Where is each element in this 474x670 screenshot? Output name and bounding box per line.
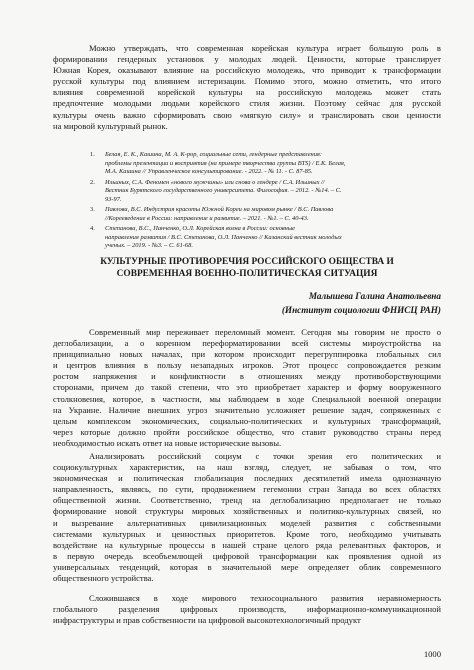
text-line: в первую очередь всеобъемлющей цифровой трансформации как проявления одной из: [53, 550, 441, 561]
text-line: на мировой культурный рынок.: [53, 120, 168, 131]
text-line: общественной жизни. Соответственно, тренд на деглобализацию предполагает не только: [53, 495, 441, 506]
text-line: русской культуры под влиянием истеризации. Помимо этого, можно отметить, что итого: [53, 76, 441, 87]
page-number: 1000: [423, 649, 441, 659]
reference-number: 3.: [90, 206, 95, 213]
reference-item: [90, 206, 441, 223]
text-line: и центров влияния в пользу незападных игроков. Этот процесс сопровождается резким: [53, 360, 441, 371]
text-line: Сложившаяся в ходе мирового техносоциального развития неравномерность: [89, 593, 441, 603]
intro-paragraph: [53, 43, 441, 132]
reference-text: Ильиных, С.А. Феномен «нового мужчины» или снова о гендере / С.А. Ильиных //: [105, 178, 325, 186]
text-line: предпочтение молодыми людьми корейского стиля жизни. Поэтому сейчас для русской: [53, 98, 441, 109]
text-line: сторонами, причем до такой степени, что это приобретает характер и форму вооруженного: [53, 382, 441, 393]
text-line: экономическая и политическая глобализация последних десятилетий имела однозначную: [53, 473, 441, 484]
text-line: Анализировать российский социум с точки зрения его политических и: [89, 451, 441, 461]
text-line: столкновения, которое, в частности, мы наблюдаем в ходе Специальной военной операции: [53, 393, 441, 404]
text-line: и вызревание альтернативных цивилизационных моделей развития с собственными: [53, 517, 441, 528]
text-line: социокультурных характеристик, на наш взгляд, следует, не забывая о том, что: [53, 462, 441, 473]
article-title-line: КУЛЬТУРНЫЕ ПРОТИВОРЕЧИЯ РОССИЙСКОГО ОБЩЕСТВА И: [100, 257, 394, 267]
reference-text: Степанова, В.С., Панченко, О.Л. Корейская волна в России: основные: [105, 224, 296, 232]
article-title-line: СОВРЕМЕННАЯ ВОЕННО-ПОЛИТИЧЕСКАЯ СИТУАЦИЯ: [116, 269, 378, 279]
text-line: системами культурных и ценностных приоритетов. Кроме того, необходимо учитывать: [53, 528, 441, 539]
body-paragraph: [53, 593, 441, 626]
body-paragraph: [53, 451, 441, 584]
text-line: воздействие на культурные процессы в нашей стране целого ряда релевантных факторов, и: [53, 539, 441, 550]
text-line: ростом напряжения и конфликтности в отношениях между противоборствующими: [53, 371, 441, 382]
reference-number: 2.: [90, 178, 95, 186]
text-line: формировании гендерных установок у молодых людей. Ценности, которые транслирует: [53, 54, 441, 65]
reference-item: [90, 224, 441, 251]
author-name: Малышева Галина Анатольевна: [308, 291, 441, 301]
text-line: на Украине. Наличие внешних угроз значительно усложняет решение задач, сопряженных с: [53, 404, 441, 415]
references-list: [90, 151, 441, 252]
text-line: необходимостью искать ответ на новые исторические вызовы.: [53, 437, 282, 448]
reference-item: [90, 178, 441, 205]
reference-text: Белая, Е. К., Кашина, М. А. К-рор, социальные сети, гендерные представления:: [105, 151, 323, 158]
text-line: через которые должно пройти российское общество, что ставит руководство страны перед: [53, 426, 441, 437]
text-line: принципиально новых началах, при котором происходит перегруппировка глобальных сил: [53, 349, 441, 360]
reference-text: Павлова, В.С. Индустрия красоты Южной Кореи на мировом рынке / В.С. Павлова: [105, 206, 334, 213]
text-line: культуры очень важно сформировать свою «мягкую силу» и транслировать свои ценности: [53, 109, 441, 120]
reference-text: проблемы презентации и восприятия (на примере творчества группы BTS) / Е.К. Белая,: [105, 159, 346, 167]
reference-text: 93-97.: [105, 195, 122, 203]
reference-text: М.А. Кашина // Управленческое консультирование. - 2022. - № 11. - С. 87-85.: [105, 168, 313, 176]
text-line: общественного устройства.: [53, 573, 154, 584]
text-line: формирование новой структуры мировых хозяйственных и политико-культурных связей, но: [53, 506, 441, 517]
reference-text: //Корееведение в России: направление и развитие. – 2021. - №1. – С. 40-43.: [105, 214, 309, 222]
article-title: [53, 256, 441, 280]
text-line: направленность, являясь, по сути, продвижением гегемонии стран Запада во всех областях: [53, 484, 441, 495]
text-line: Современный мир переживает переломный момент. Сегодня мы говорим не просто о: [89, 327, 441, 337]
text-line: глобального разделения цифровых производств, информационно-коммуникационной: [53, 604, 441, 615]
text-line: универсальных тенденций, которая в значительной мере определяет облик современного: [53, 561, 441, 572]
reference-text: ученых. – 2019. - №3. – С. 61-68.: [105, 242, 193, 250]
text-line: деглобализации, а о коренном переформатировании всей системы мироустройства на: [53, 338, 441, 349]
reference-text: направления развития / В.С. Степанова, О.Л. Панченко // Казанский вестник молодых: [105, 233, 342, 241]
reference-number: 1.: [90, 151, 95, 158]
author-affiliation: (Институт социологии ФНИСЦ РАН): [281, 305, 441, 315]
text-line: влияния современной корейской культуры на российскую молодежь может стать: [53, 87, 441, 98]
text-line: Можно утверждать, что современная корейская культура играет большую роль в: [89, 43, 441, 53]
text-line: Южная Корея, оказывают влияние на российскую молодежь, что приводит к трансформации: [53, 65, 441, 76]
body-paragraph: [53, 327, 441, 449]
reference-text: Вестник Бурятского государственного университета. Философия. – 2012. - №14. – С.: [105, 187, 342, 195]
text-line: целым комплексом экономических, социально-политических и культурных трансформаций,: [53, 415, 441, 426]
text-line: инфраструктуры и прав собственности на цифровой высокотехнологичный продукт: [53, 615, 361, 626]
reference-item: [90, 151, 441, 177]
reference-number: 4.: [90, 224, 95, 232]
